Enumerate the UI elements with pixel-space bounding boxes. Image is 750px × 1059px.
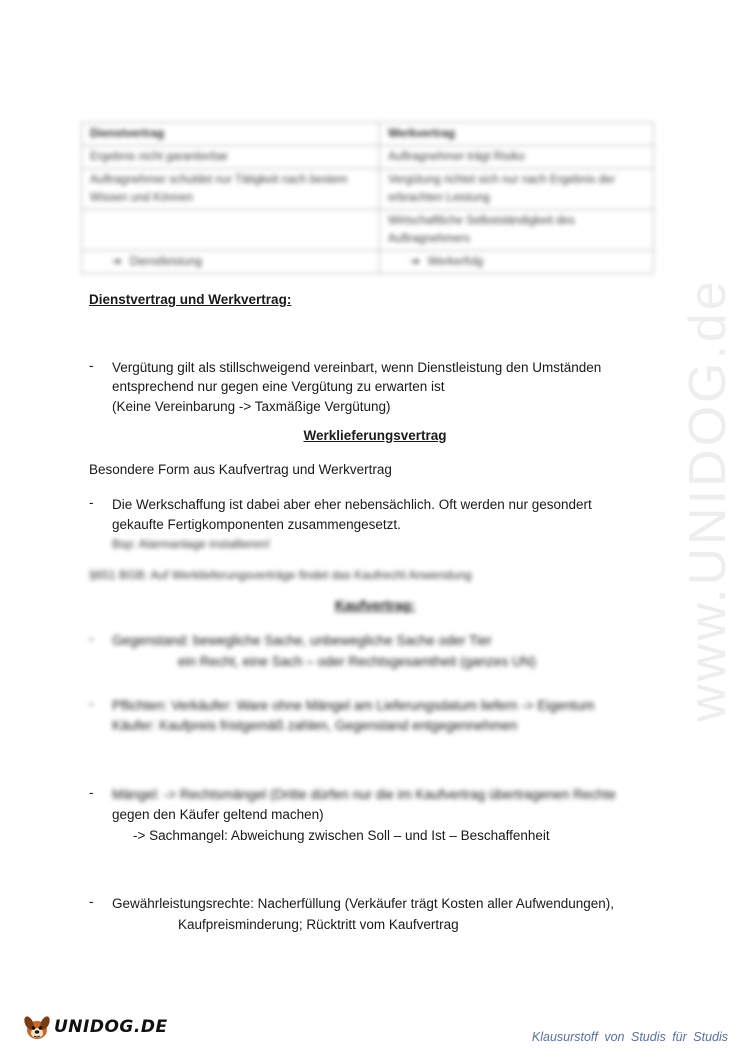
unidog-logo[interactable]	[22, 1012, 168, 1042]
table-header-dienstvertrag: Dienstvertrag	[82, 123, 380, 146]
logo-text: UNIDOG.DE	[54, 1017, 168, 1037]
bullet-marker: -	[89, 358, 94, 373]
arrow-right-icon: ➔	[112, 256, 122, 268]
paragraph-line: -> Sachmangel: Abweichung zwischen Soll – und Ist – Beschaffenheit	[133, 828, 550, 843]
dog-icon	[22, 1012, 52, 1042]
footer-tagline: Klausurstoff von Studis für Studis	[531, 1030, 728, 1044]
table-row	[82, 146, 654, 169]
paragraph-line: Vergütung gilt als stillschweigend vereinbart, wenn Dienstleistung den Umständen	[112, 360, 602, 375]
section-heading-dienst-werk: Dienstvertrag und Werkvertrag:	[89, 292, 292, 307]
table-cell: Ergebnis nicht garantierbar	[82, 146, 380, 169]
paragraph-line: Gegenstand: bewegliche Sache, unbewegliche Sache oder Tier	[112, 633, 492, 648]
table-cell: ➔ Werkerfolg	[380, 251, 654, 274]
bullet-marker: -	[89, 785, 94, 800]
bullet-marker: -	[89, 894, 94, 909]
table-row	[82, 169, 654, 210]
table-result-row	[82, 251, 654, 274]
arrow-right-icon: ➔	[410, 256, 420, 268]
watermark: www.UNIDOG.de	[679, 278, 737, 722]
table-cell: Wirtschaftliche Selbstständigkeit des Auftragnehmers	[380, 210, 654, 251]
paragraph-line: gegen den Käufer geltend machen)	[112, 807, 324, 822]
bullet-marker: -	[89, 631, 94, 646]
table-cell: ➔ Dienstleistung	[82, 251, 380, 274]
bullet-marker: -	[89, 696, 94, 711]
paragraph-line: Besondere Form aus Kaufvertrag und Werkvertrag	[89, 462, 392, 477]
table-cell	[82, 210, 380, 251]
table-header-werkvertrag: Werkvertrag	[380, 123, 654, 146]
paragraph-line: gekaufte Fertigkomponenten zusammengesetzt.	[112, 517, 401, 532]
paragraph-line: Käufer: Kaufpreis fristgemäß zahlen, Gegenstand entgegennehmen	[112, 718, 518, 733]
paragraph-line: Gewährleistungsrechte: Nacherfüllung (Verkäufer trägt Kosten aller Aufwendungen),	[112, 896, 615, 911]
paragraph-line: (Keine Vereinbarung -> Taxmäßige Vergütung)	[112, 399, 391, 414]
section-heading-kaufvertrag: Kaufvertrag:	[334, 598, 416, 613]
paragraph-line: Pflichten: Verkäufer: Ware ohne Mängel am Lieferungsdatum liefern -> Eigentum	[112, 698, 595, 713]
table-cell: Auftragnehmer schuldet nur Tätigkeit nach bestem Wissen und Können	[82, 169, 380, 210]
table-cell: Auftragnehmer trägt Risiko	[380, 146, 654, 169]
table-header-row	[82, 123, 654, 146]
table-cell: Vergütung richtet sich nur nach Ergebnis der erbrachten Leistung	[380, 169, 654, 210]
paragraph-line: Kaufpreisminderung; Rücktritt vom Kaufvertrag	[178, 917, 459, 932]
comparison-table	[81, 122, 654, 274]
example-line: Bsp: Alarmanlage installieren!	[112, 537, 271, 551]
bullet-marker: -	[89, 495, 94, 510]
law-reference: §651 BGB: Auf Werklieferungsverträge findet das Kaufrecht Anwendung	[89, 568, 472, 582]
paragraph-line: Mängel: -> Rechtsmängel (Dritte dürfen nur die im Kaufvertrag übertragenen Rechte	[112, 787, 616, 802]
table-row	[82, 210, 654, 251]
paragraph-line: ein Recht, eine Sach – oder Rechtsgesamtheit (ganzes UN)	[178, 654, 536, 669]
section-heading-werklieferung: Werklieferungsvertrag	[303, 428, 447, 443]
paragraph-line: entsprechend nur gegen eine Vergütung zu erwarten ist	[112, 379, 445, 394]
paragraph-line: Die Werkschaffung ist dabei aber eher nebensächlich. Oft werden nur gesondert	[112, 497, 592, 512]
